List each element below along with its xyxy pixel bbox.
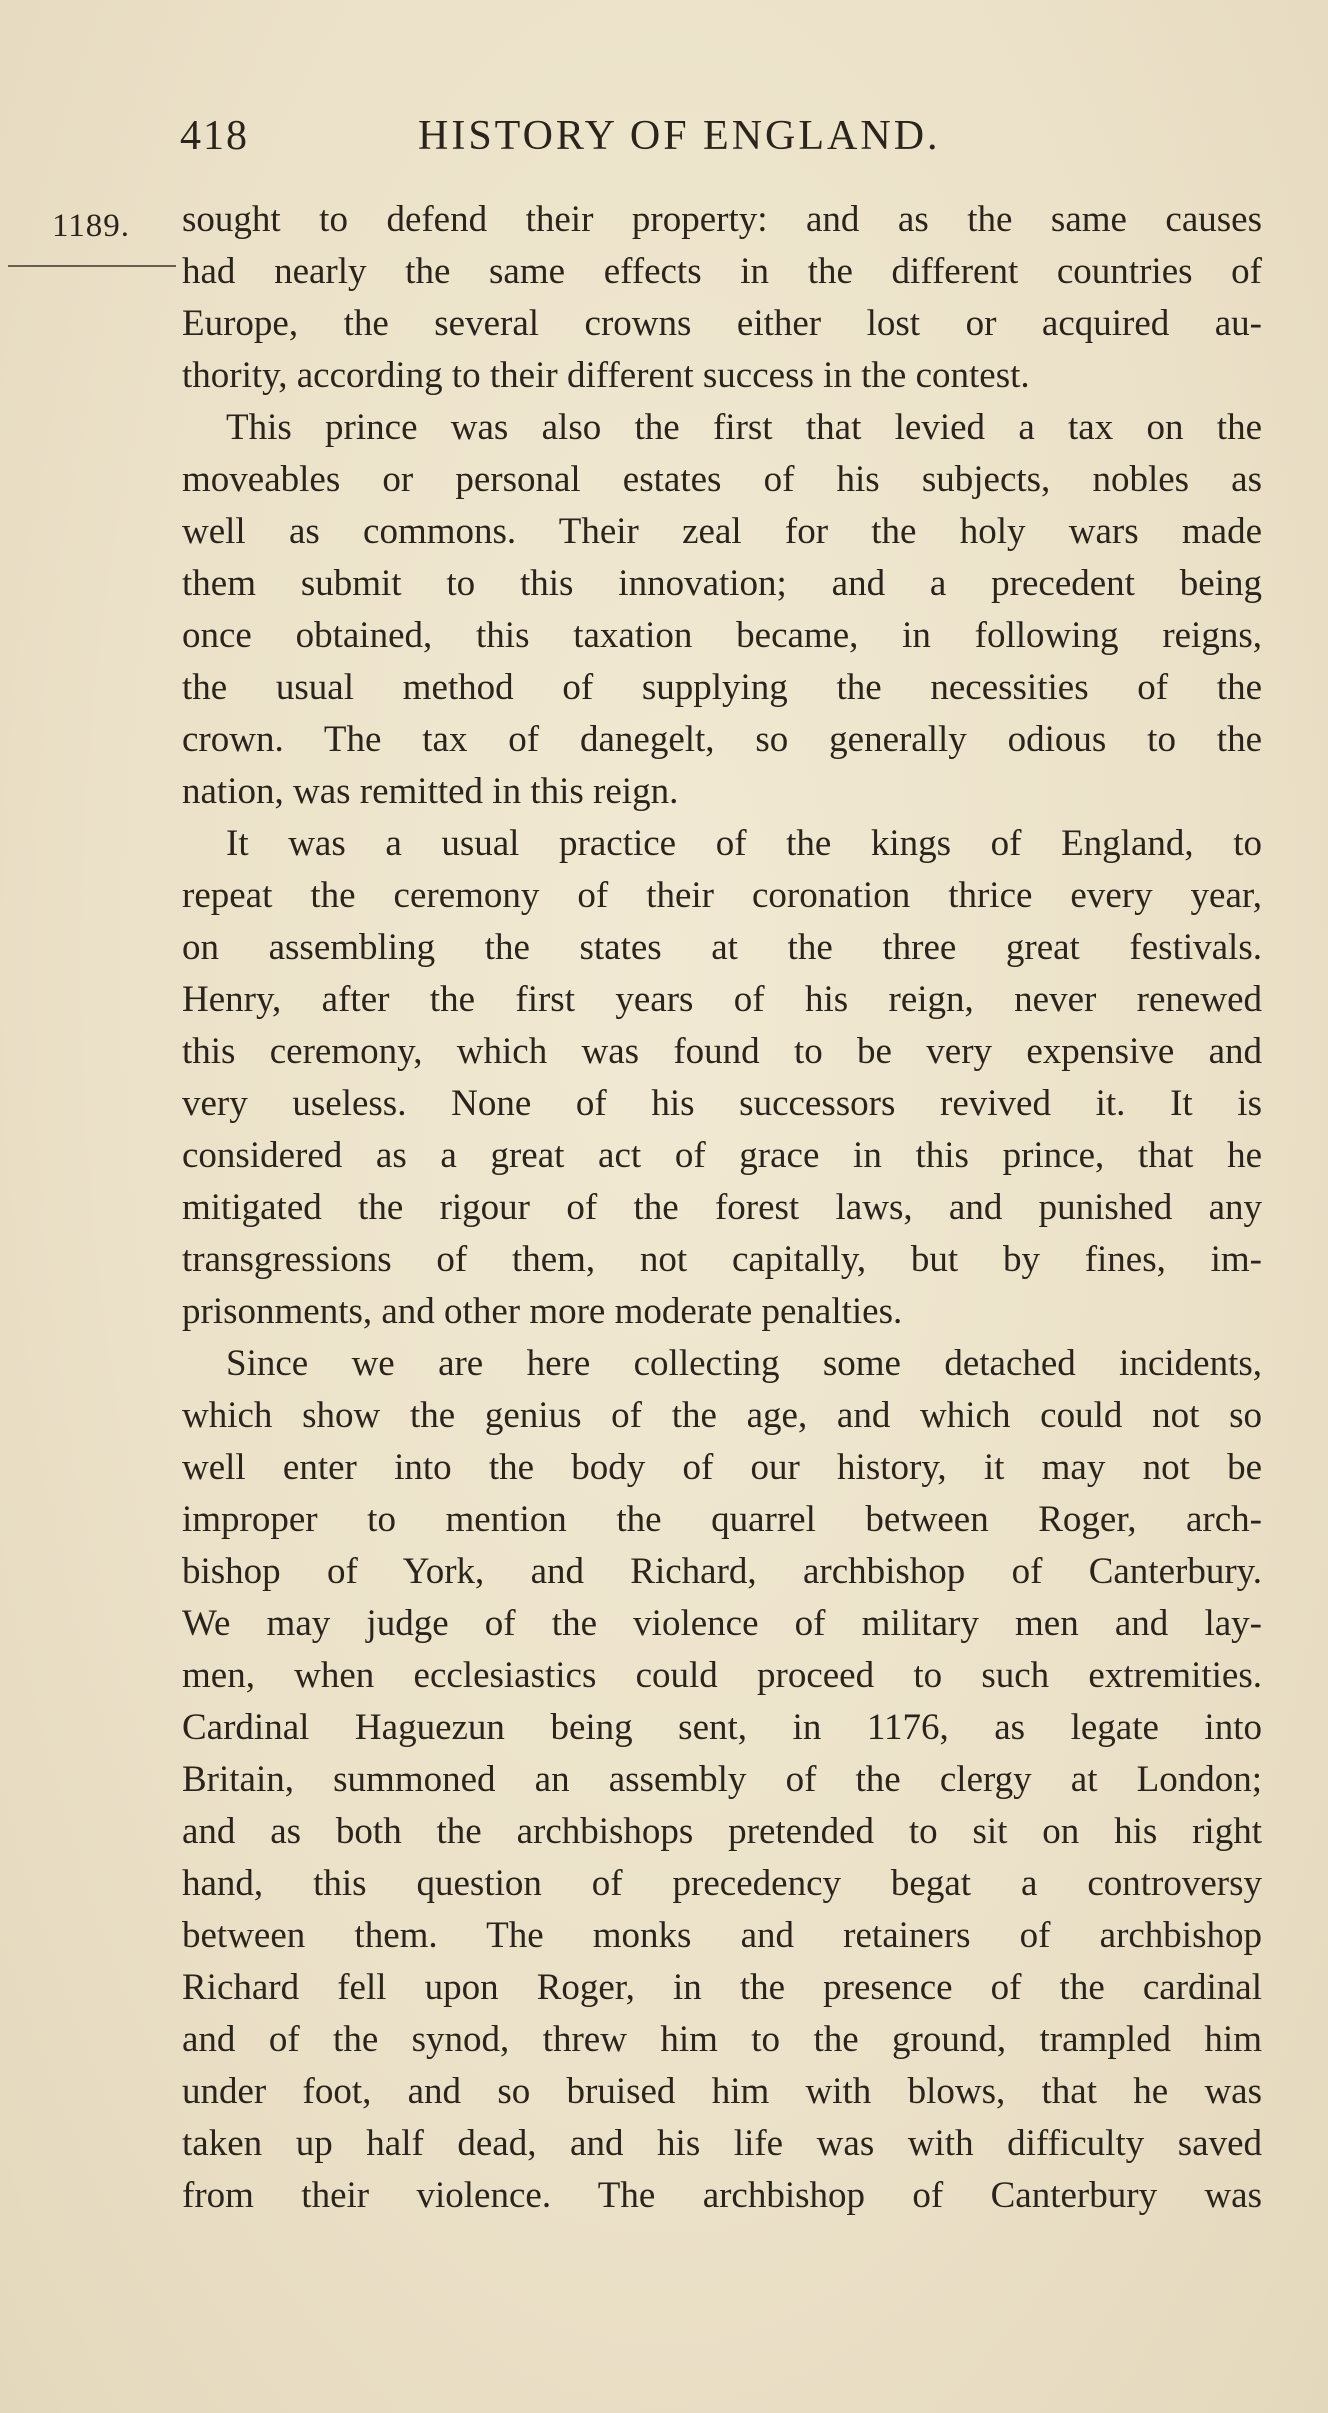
- text-line: This prince was also the first that levied a tax on the: [226, 407, 1262, 448]
- text-line: bishop of York, and Richard, archbishop of Canterbury.: [182, 1551, 1262, 1592]
- text-line: Since we are here collecting some detached incidents,: [226, 1343, 1262, 1384]
- text-line: and of the synod, threw him to the ground, trampled him: [182, 2019, 1262, 2060]
- margin-rule: [8, 265, 176, 267]
- text-line: from their violence. The archbishop of Canterbury was: [182, 2175, 1262, 2216]
- body-text: [182, 194, 1262, 2222]
- text-line: mitigated the rigour of the forest laws, and punished any: [182, 1187, 1262, 1228]
- text-line: Europe, the several crowns either lost or acquired au-: [182, 303, 1262, 344]
- text-line: between them. The monks and retainers of archbishop: [182, 1915, 1262, 1956]
- text-line: hand, this question of precedency begat a controversy: [182, 1863, 1262, 1904]
- text-line: well enter into the body of our history, it may not be: [182, 1447, 1262, 1488]
- text-line: nation, was remitted in this reign.: [182, 771, 679, 812]
- text-line: We may judge of the violence of military men and lay-: [182, 1603, 1262, 1644]
- text-line: prisonments, and other more moderate penalties.: [182, 1291, 903, 1332]
- text-line: improper to mention the quarrel between Roger, arch-: [182, 1499, 1262, 1540]
- text-line: thority, according to their different success in the contest.: [182, 355, 1030, 396]
- page-number: 418: [180, 113, 249, 159]
- text-line: on assembling the states at the three great festivals.: [182, 927, 1262, 968]
- text-line: moveables or personal estates of his subjects, nobles as: [182, 459, 1262, 500]
- text-line: Richard fell upon Roger, in the presence of the cardinal: [182, 1967, 1262, 2008]
- text-line: under foot, and so bruised him with blows, that he was: [182, 2071, 1262, 2112]
- text-line: It was a usual practice of the kings of England, to: [226, 823, 1262, 864]
- text-line: the usual method of supplying the necessities of the: [182, 667, 1262, 708]
- running-title: HISTORY OF ENGLAND.: [418, 113, 941, 159]
- text-line: very useless. None of his successors revived it. It is: [182, 1083, 1262, 1124]
- text-line: sought to defend their property: and as the same causes: [182, 199, 1262, 240]
- text-line: transgressions of them, not capitally, but by fines, im-: [182, 1239, 1262, 1280]
- page-header: [180, 112, 1020, 172]
- text-line: them submit to this innovation; and a precedent being: [182, 563, 1262, 604]
- text-line: Henry, after the first years of his reign, never renewed: [182, 979, 1262, 1020]
- text-line: repeat the ceremony of their coronation thrice every year,: [182, 875, 1262, 916]
- text-line: well as commons. Their zeal for the holy wars made: [182, 511, 1262, 552]
- text-line: this ceremony, which was found to be very expensive and: [182, 1031, 1262, 1072]
- text-line: Cardinal Haguezun being sent, in 1176, as legate into: [182, 1707, 1262, 1748]
- text-line: crown. The tax of danegelt, so generally odious to the: [182, 719, 1262, 760]
- text-line: considered as a great act of grace in this prince, that he: [182, 1135, 1262, 1176]
- text-line: men, when ecclesiastics could proceed to such extremities.: [182, 1655, 1262, 1696]
- text-line: had nearly the same effects in the different countries of: [182, 251, 1262, 292]
- text-line: which show the genius of the age, and which could not so: [182, 1395, 1262, 1436]
- text-line: Britain, summoned an assembly of the clergy at London;: [182, 1759, 1262, 1800]
- margin-year-note: 1189.: [52, 208, 131, 244]
- text-line: once obtained, this taxation became, in following reigns,: [182, 615, 1262, 656]
- text-line: and as both the archbishops pretended to sit on his right: [182, 1811, 1262, 1852]
- text-line: taken up half dead, and his life was with difficulty saved: [182, 2123, 1262, 2164]
